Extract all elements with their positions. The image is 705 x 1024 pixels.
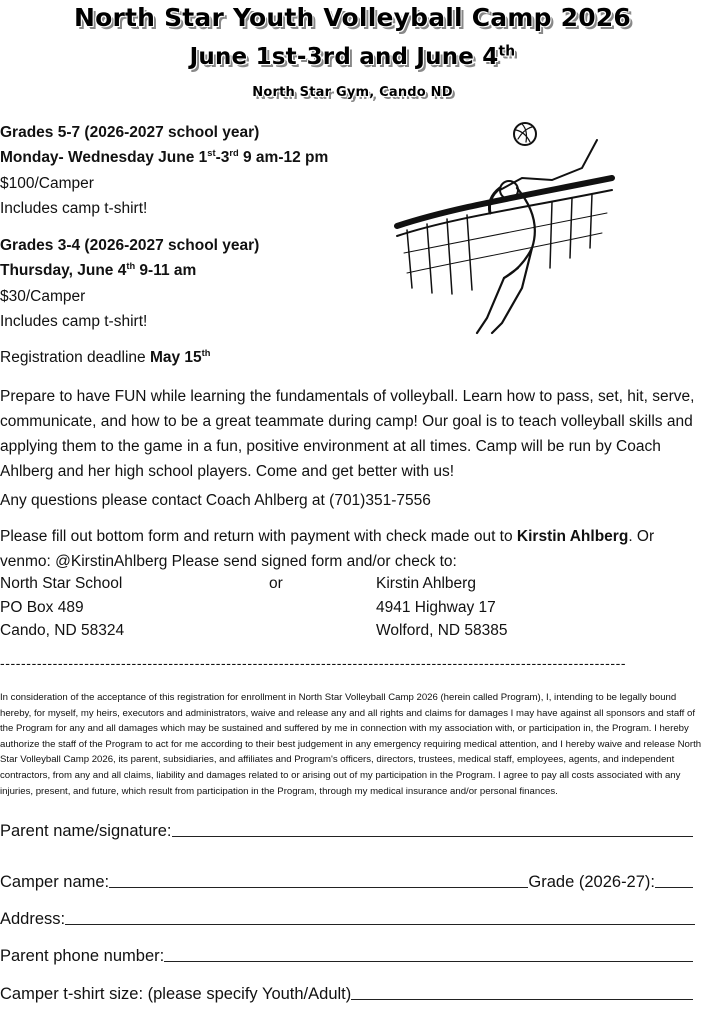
s2-days-a: Thursday, June 4: [0, 262, 127, 279]
s1-sup2: rd: [229, 147, 239, 158]
dates-sup: th: [498, 43, 516, 60]
session1-includes: Includes camp t-shirt!: [0, 200, 148, 217]
s1-days-b: -3: [215, 149, 230, 166]
camper-name-line[interactable]: [109, 886, 528, 888]
grade-line[interactable]: [655, 886, 693, 888]
address-line: Cando, ND 58324: [0, 622, 125, 639]
payment-instructions: [0, 524, 700, 574]
address-line: 4941 Highway 17: [376, 598, 496, 616]
camper-name-field[interactable]: [0, 873, 693, 892]
session2-grades: Grades 3-4 (2026-2027 school year): [0, 237, 260, 254]
parent-phone-field[interactable]: [0, 947, 693, 966]
payee-name: Kirstin Ahlberg: [516, 528, 629, 545]
address-line-input[interactable]: [65, 923, 695, 925]
address-line: Kirstin Ahlberg: [376, 575, 476, 592]
phone-label: Parent phone number:: [0, 947, 165, 965]
address-line: PO Box 489: [0, 598, 84, 616]
dates-text: June 1st-3rd and June 4: [189, 44, 499, 70]
address-line: Wolford, ND 58385: [376, 622, 508, 639]
payment-text-a: Please fill out bottom form and return with payment with check made out to: [0, 528, 517, 545]
liability-waiver: In consideration of the acceptance of this registration for enrollment in North Star Volleyball Camp 2026 (herein called Program), I, intending to be legally bound hereby, for myself, my heirs, executors and administrators, waive and release any and all rights and claims for damages I may have against all sponsors and staff of the Program for any and all damages which may be sustained and suffered by me in connection with my association with, or participation in, the Program. I hereby authorize the staff of the Program to act for me according to their best judgement in any emergency requiring medical attention, and I hereby waive and release North Star Volleyball Camp 2026, its parent, subsidiaries, and affiliates and Program's officers, directors, trustees, medical staff, employees, agents, and independent contractors, from any and all claims, liability and damages related to or arising out of my participation in the Program. I agree to pay all costs associated with any injuries, present, and future, which result from participation in the Program, through my medical insurance and/or personal finances.: [0, 692, 702, 797]
volleyball-player-illustration: [392, 118, 617, 348]
parent-signature-field[interactable]: [0, 822, 693, 841]
session2-price: $30/Camper: [0, 288, 86, 305]
shirt-label: Camper t-shirt size: (please specify Youth/Adult): [0, 985, 352, 1003]
grade-label: Grade (2026-27):: [528, 873, 655, 891]
phone-line[interactable]: [164, 960, 693, 962]
s1-sup1: st: [207, 147, 216, 158]
deadline-label: Registration deadline: [0, 349, 150, 366]
session1-price: $100/Camper: [0, 175, 94, 192]
session1-days: [0, 149, 328, 167]
address-field[interactable]: [0, 910, 695, 929]
camp-location: North Star Gym, Cando ND: [252, 85, 453, 100]
session2-days: [0, 262, 196, 280]
s1-days-a: Monday- Wednesday June 1: [0, 149, 208, 166]
address-school: [0, 572, 124, 643]
tshirt-size-field[interactable]: [0, 985, 693, 1004]
s1-days-c: 9 am-12 pm: [238, 149, 329, 166]
address-or: or: [269, 575, 283, 592]
parent-signature-line[interactable]: [172, 835, 693, 837]
registration-deadline: [0, 349, 210, 367]
camp-dates: [0, 44, 705, 70]
session1-grades: Grades 5-7 (2026-2027 school year): [0, 124, 260, 141]
cut-line-divider: -----------------------------------------------------------------------------------------------------------------------: [0, 655, 627, 671]
s2-days-c: 9-11 am: [135, 262, 197, 279]
session2-includes: Includes camp t-shirt!: [0, 313, 148, 330]
camp-title: North Star Youth Volleyball Camp 2026: [74, 3, 631, 32]
address-line: North Star School: [0, 575, 123, 592]
contact-info: Any questions please contact Coach Ahlberg at (701)351-7556: [0, 492, 431, 509]
volleyball-icon: [514, 123, 536, 145]
deadline-date: May 15: [149, 349, 202, 366]
payment-text-b: . Or venmo: @KirstinAhlberg Please send signed form and/or check to:: [0, 528, 655, 570]
address-label: Address:: [0, 910, 66, 928]
parent-label: Parent name/signature:: [0, 822, 172, 840]
deadline-sup: th: [201, 347, 211, 358]
s2-sup1: th: [126, 260, 136, 271]
camp-description: Prepare to have FUN while learning the fundamentals of volleyball. Learn how to pass, set, hit, serve, communicate, and how to be a great teammate during camp! Our goal is to teach volleyball skills and applying them to the game in a fun, positive environment at all times. Camp will be run by Coach Ahlberg and her high school players. Come and get better with us!: [0, 388, 695, 480]
address-coach: [376, 572, 508, 643]
shirt-line[interactable]: [351, 998, 693, 1000]
camper-label: Camper name:: [0, 873, 110, 891]
